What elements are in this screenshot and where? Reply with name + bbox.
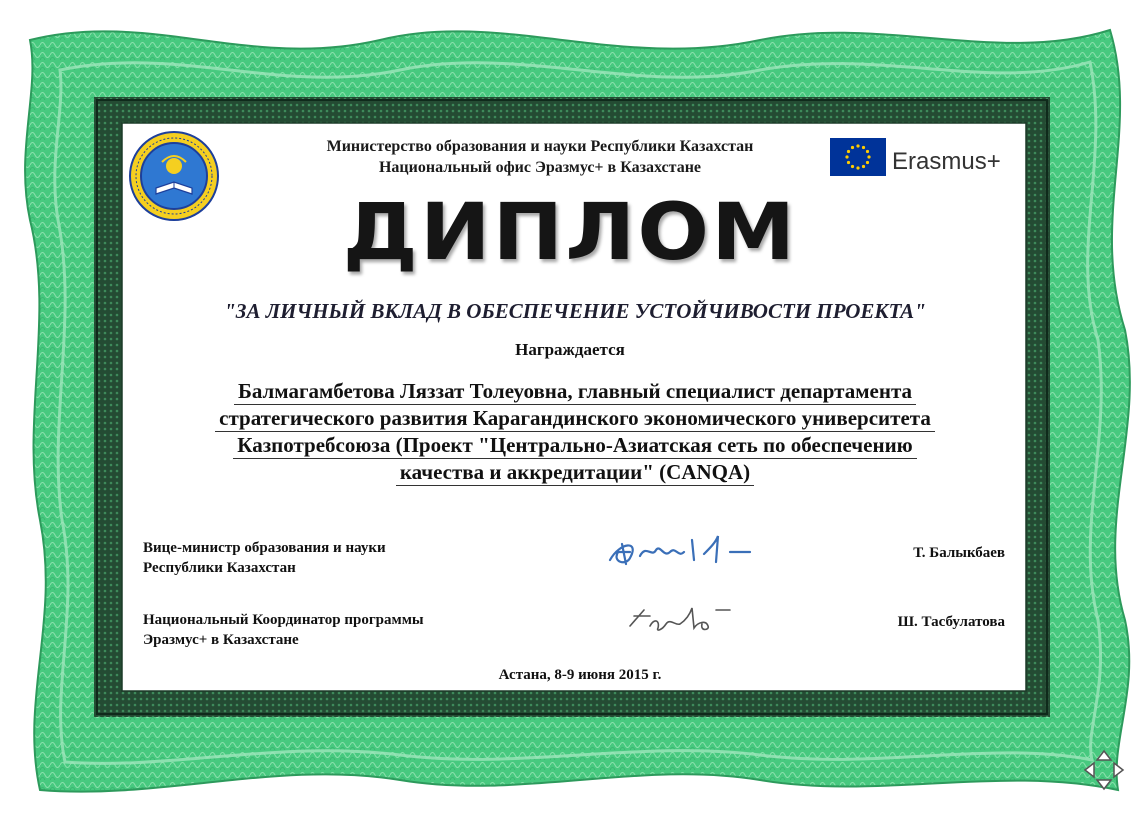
signatory-position	[143, 538, 523, 578]
position-line: Национальный Координатор программы	[143, 612, 424, 628]
awarded-label: Награждается	[515, 340, 625, 359]
signature-2	[620, 596, 760, 640]
award-subtitle: "ЗА ЛИЧНЫЙ ВКЛАД В ОБЕСПЕЧЕНИЕ УСТОЙЧИВОСТИ ПРОЕКТА"	[224, 299, 926, 323]
ministry-line: Министерство образования и науки Республики Казахстан	[326, 138, 754, 155]
ministry-seal-icon	[128, 130, 220, 222]
signature-1	[600, 522, 770, 572]
position-line: Республики Казахстан	[143, 560, 296, 576]
position-line: Вице-министр образования и науки	[143, 540, 386, 556]
issuer-header	[230, 136, 850, 178]
place-date: Астана, 8-9 июня 2015 г.	[498, 667, 662, 683]
recipient-line: Казпотребсоюза (Проект "Центрально-Азиатская сеть по обеспечению	[233, 432, 916, 459]
recipient-line: качества и аккредитации" (CANQA)	[396, 459, 754, 486]
erasmus-logo-text: Erasmus+	[892, 148, 1001, 175]
signatory-name: Ш. Тасбулатова	[897, 614, 1005, 630]
recipient-line: стратегического развития Карагандинского экономического университета	[215, 405, 935, 432]
signatory-name: Т. Балыкбаев	[913, 545, 1005, 561]
signatory-position	[143, 610, 523, 650]
position-line: Эразмус+ в Казахстане	[143, 632, 299, 648]
recipient-line: Балмагамбетова Ляззат Толеуовна, главный специалист департамента	[234, 378, 916, 405]
diploma-title: ДИПЛОМ	[342, 188, 798, 278]
recipient-block	[130, 378, 1020, 486]
move-arrows-icon[interactable]	[1082, 748, 1126, 792]
national-office-line: Национальный офис Эразмус+ в Казахстане	[378, 159, 702, 176]
